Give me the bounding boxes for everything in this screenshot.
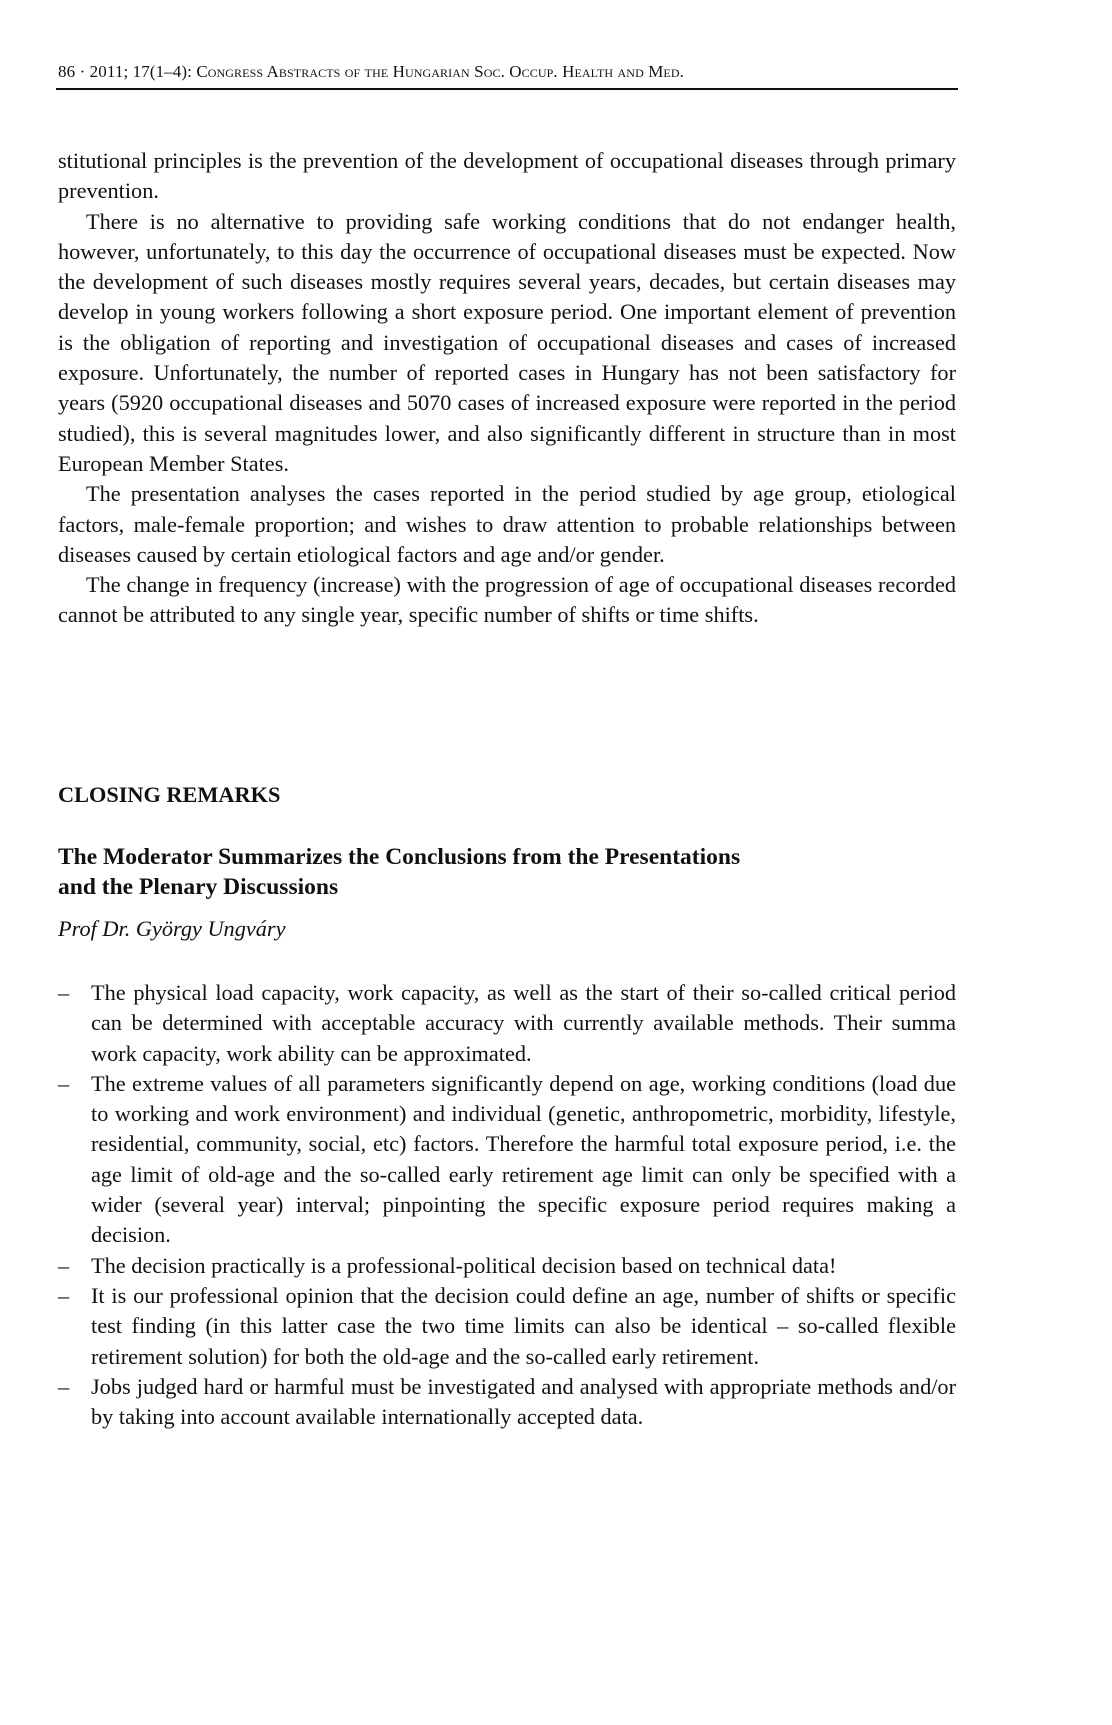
dash-bullet-icon: – (58, 1373, 70, 1399)
citation: · 2011; 17(1–4): (79, 62, 197, 81)
dash-bullet-icon: – (58, 1070, 70, 1096)
list-item-text: Jobs judged hard or harmful must be investigated and analysed with appropriate methods and/or by taking into account available internationally accepted data. (91, 1373, 956, 1430)
page-number: 86 (58, 62, 76, 81)
header-rule (56, 88, 958, 90)
dash-bullet-icon: – (58, 1282, 70, 1308)
list-item (58, 1069, 956, 1251)
abstract-title (58, 842, 956, 902)
paragraph: There is no alternative to providing safe working conditions that do not endanger health, however, unfortunately, to this day the occurrence of occupational diseases must be expected. Now the development of such diseases mostly requires several years, decades, but certain diseases may develop in young workers following a short exposure period. One important element of prevention is the obligation of reporting and investigation of occupational diseases and cases of increased exposure. Unfortunately, the number of reported cases in Hungary has not been satisfactory for years (5920 occupational diseases and 5070 cases of increased exposure were reported in the period studied), this is several magnitudes lower, and also significantly different in structure than in most European Member States. (58, 208, 956, 476)
list-item-text: It is our professional opinion that the decision could define an age, number of shifts or specific test finding (in this latter case the two time limits can also be identical – so-called flexible retirement solution) for both the old-age and the so-called early retirement. (91, 1282, 956, 1369)
list-item (58, 1281, 956, 1372)
list-item (58, 978, 956, 1069)
author-line: Prof Dr. György Ungváry (58, 916, 286, 941)
body-text (58, 146, 956, 631)
abstract-title-line: and the Plenary Discussions (58, 874, 339, 900)
list-item-text: The decision practically is a professional-political decision based on technical data! (91, 1252, 837, 1278)
conclusions-list (58, 978, 956, 1432)
list-item (58, 1372, 956, 1433)
dash-bullet-icon: – (58, 1252, 70, 1278)
paragraph: The presentation analyses the cases reported in the period studied by age group, etiological factors, male-female proportion; and wishes to draw attention to probable relationships between diseases caused by certain etiological factors and age and/or gender. (58, 481, 956, 567)
running-header (58, 62, 956, 82)
list-item-text: The extreme values of all parameters significantly depend on age, working conditions (load due to working and work environment) and individual (genetic, anthropometric, morbidity, lifestyle, residential, community, social, etc) factors. Therefore the harmful total exposure period, i.e. the age limit of old-age and the so-called early retirement age limit can only be specified with a wider (several year) interval; pinpointing the specific exposure period requires making a decision. (91, 1070, 956, 1248)
section-heading: CLOSING REMARKS (58, 782, 281, 807)
list-item (58, 1251, 956, 1281)
dash-bullet-icon: – (58, 980, 70, 1005)
list-item-text: The physical load capacity, work capacity, as well as the start of their so-called critical period can be determined with acceptable accuracy with currently available methods. Their summa work capacity, work ability can be approximated. (91, 980, 956, 1066)
paragraph: The change in frequency (increase) with the progression of age of occupational diseases recorded cannot be attributed to any single year, specific number of shifts or time shifts. (58, 572, 956, 628)
journal-title: Congress Abstracts of the Hungarian Soc. Occup. Health and Med. (196, 62, 684, 81)
paragraph: stitutional principles is the prevention of the development of occupational diseases through primary prevention. (58, 148, 956, 204)
abstract-title-line: The Moderator Summarizes the Conclusions from the Presentations (58, 844, 741, 870)
